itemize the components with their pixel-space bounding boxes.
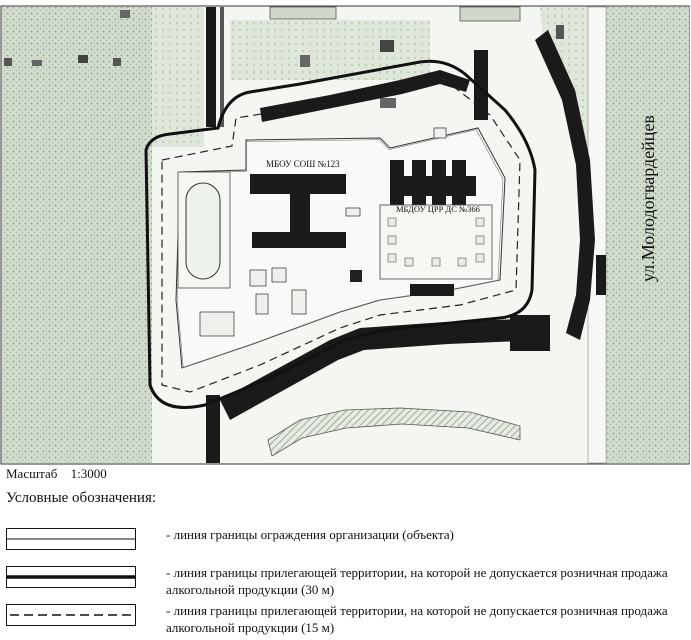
scale-value: 1:3000	[70, 466, 107, 481]
legend-text-30m: - линия границы прилегающей территории, на которой не допускается розничная продажа алкогольной продукции (30 м)	[166, 565, 668, 597]
kindergarten-label: МБДОУ ЦРР ДС №366	[396, 204, 480, 214]
legend-text-fence: - линия границы ограждения организации (объекта)	[166, 527, 454, 542]
scale	[6, 466, 107, 482]
legend-swatch-30m	[6, 566, 136, 588]
legend-swatch-fence	[6, 528, 136, 550]
school-label: МБОУ СОШ №123	[266, 159, 340, 169]
legend-swatch-15m	[6, 604, 136, 626]
scale-label: Масштаб	[6, 466, 58, 481]
sports-field	[186, 183, 220, 279]
kindergarten-building	[390, 160, 476, 206]
building-west	[206, 7, 216, 127]
legend-text-15m: - линия границы прилегающей территории, на которой не допускается розничная продажа алкогольной продукции (15 м)	[166, 603, 668, 635]
legend-title: Условные обозначения:	[6, 490, 157, 506]
green-area-left	[2, 7, 152, 463]
street-label: ул.Молодогвардейцев	[638, 115, 658, 282]
